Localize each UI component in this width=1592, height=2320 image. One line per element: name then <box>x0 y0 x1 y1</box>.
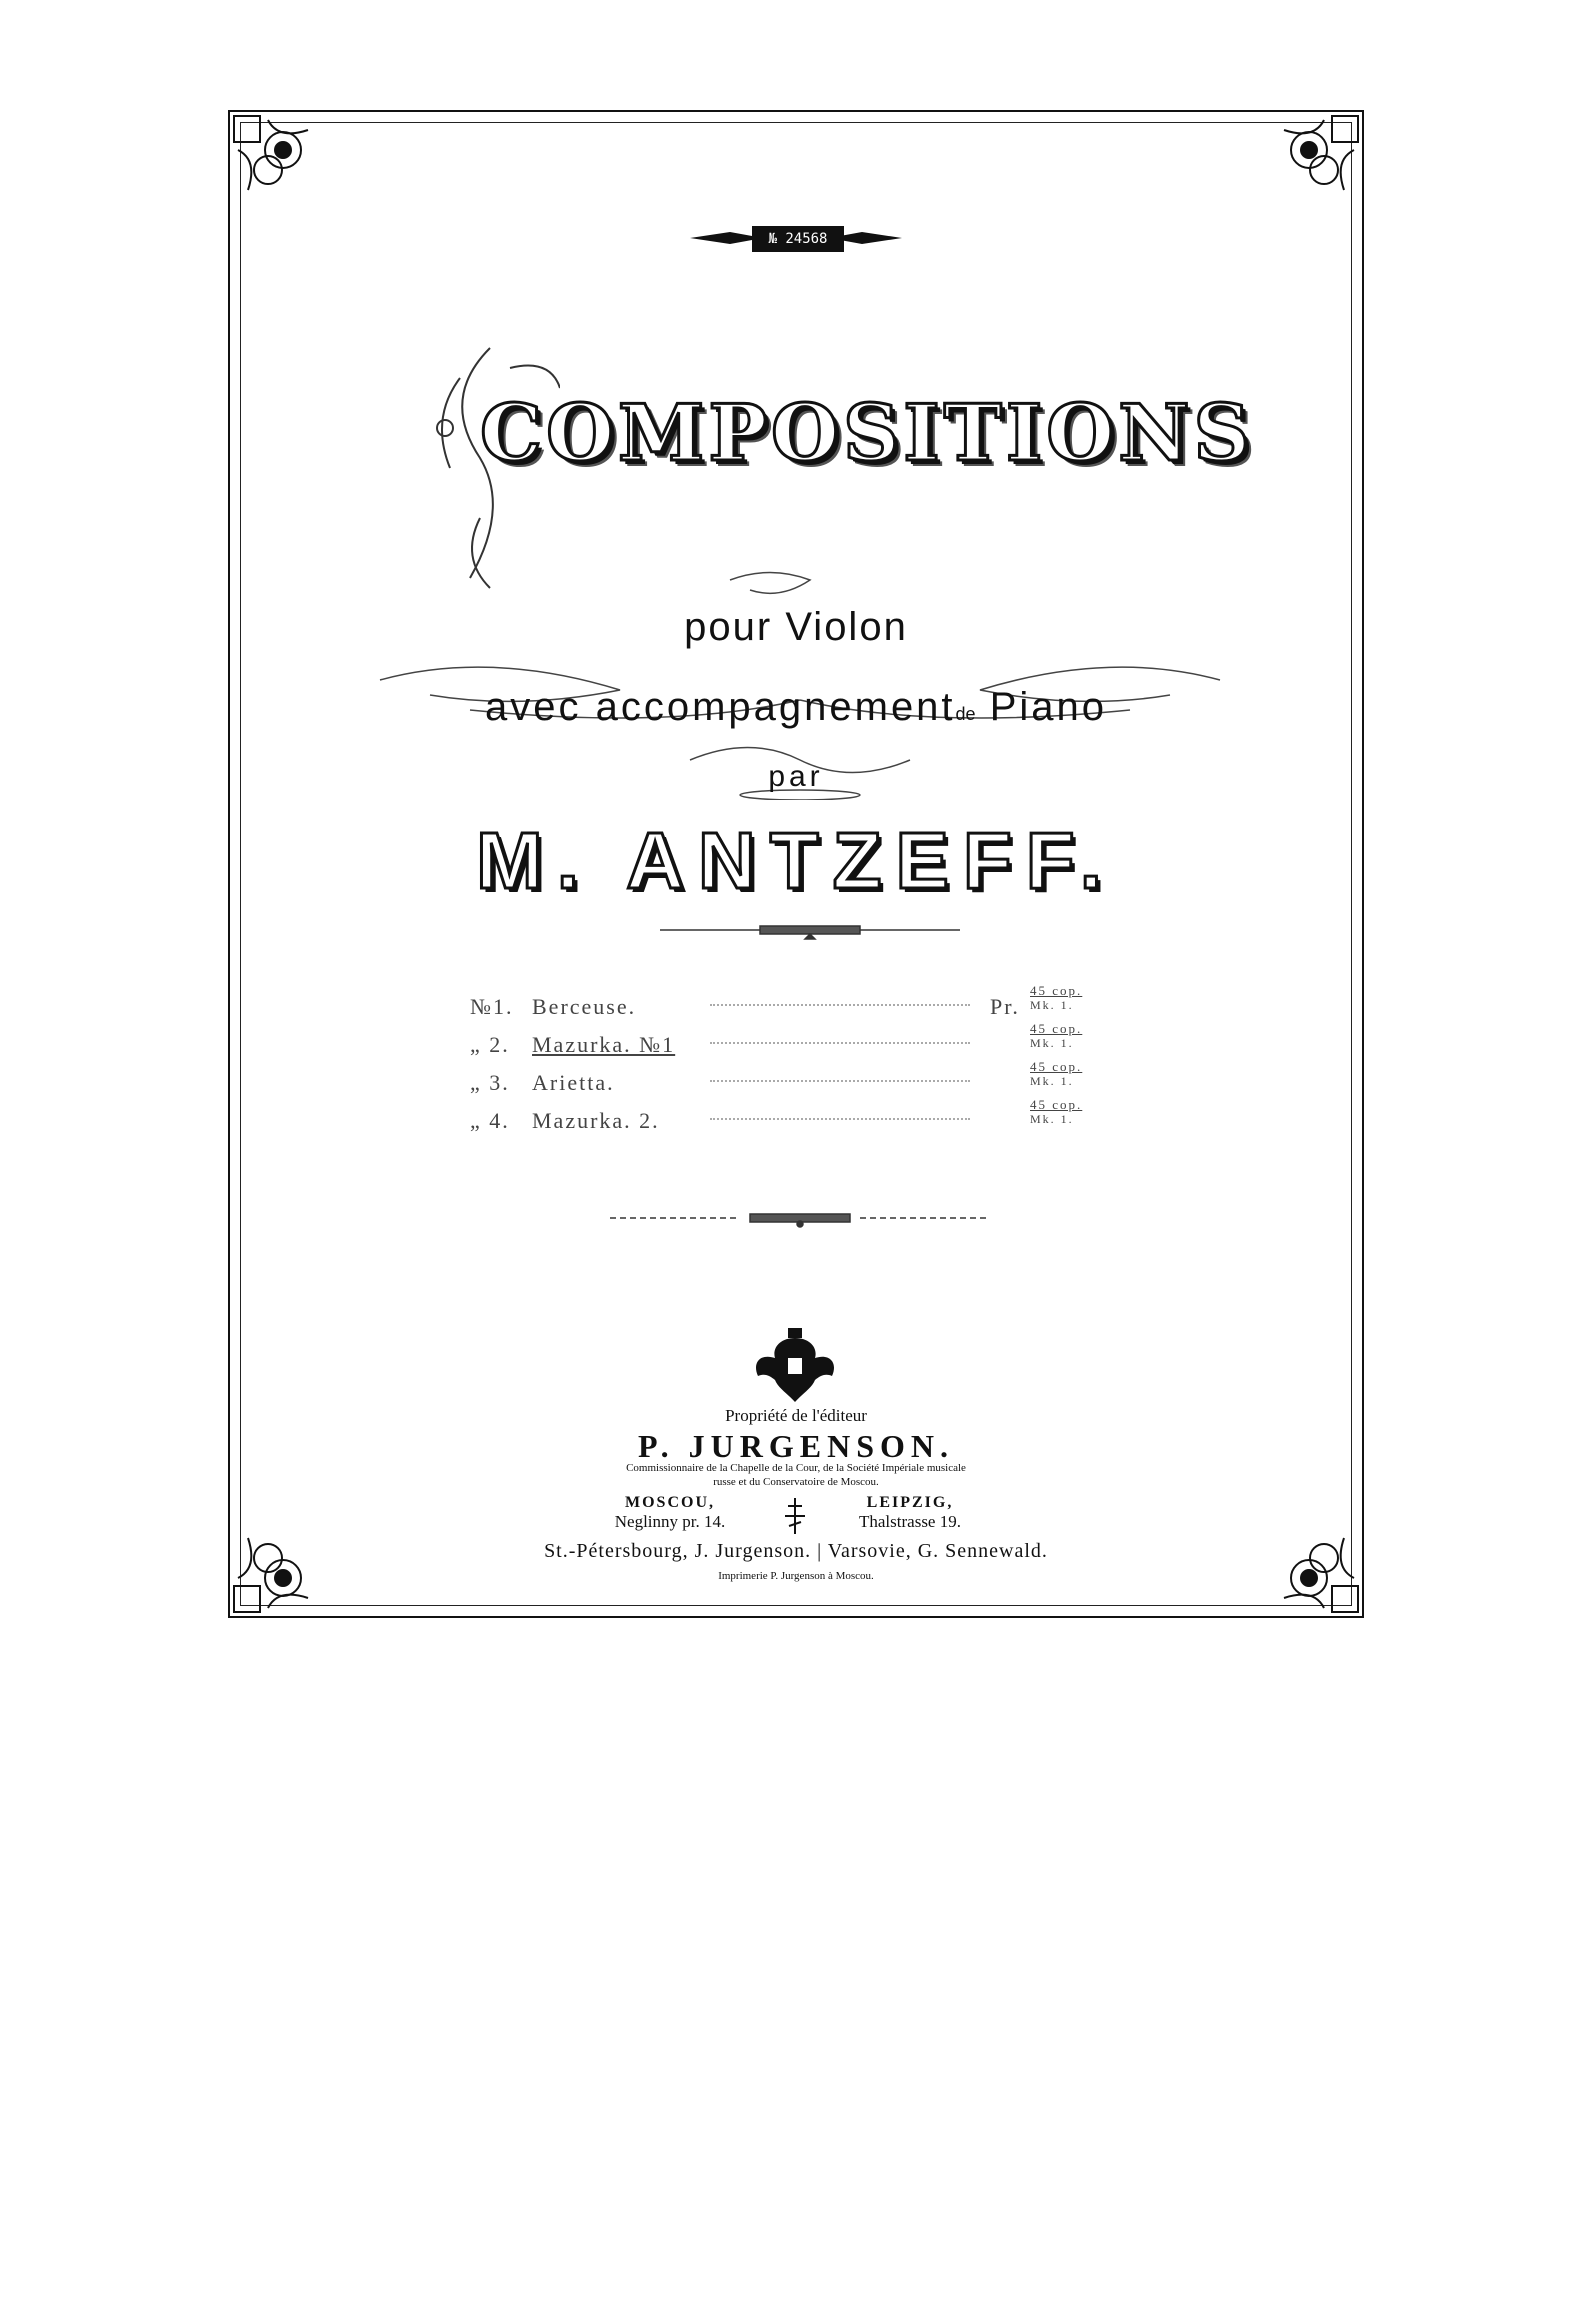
leader-dots <box>710 1118 970 1120</box>
item-number: №1. <box>470 994 514 1019</box>
item-price <box>1030 1022 1120 1050</box>
city-leipzig <box>800 1494 1020 1532</box>
imprint-line: Imprimerie P. Jurgenson à Moscou. <box>718 1570 874 1582</box>
price-label: Pr. <box>990 994 1020 1019</box>
subtitle-accompaniment-text: avec accompagnement <box>484 685 956 729</box>
city-name: MOSCOU, <box>625 1494 715 1511</box>
price-cop: 45 cop. <box>1030 1097 1083 1112</box>
item-number: „ 2. <box>470 1032 510 1057</box>
corner-ornament-top-right <box>1264 110 1364 210</box>
corner-ornament-bottom-left <box>228 1518 328 1618</box>
leader-dots <box>710 1004 970 1006</box>
by-label: par <box>768 760 824 793</box>
leader-dots <box>710 1080 970 1082</box>
price-cop: 45 cop. <box>1030 983 1083 998</box>
publisher-branches: St.-Pétersbourg, J. Jurgenson. | Varsovie, G. Sennewald. <box>544 1540 1048 1562</box>
subtitle-pour-violon: pour Violon <box>684 605 908 649</box>
city-address: Neglinny pr. 14. <box>614 1512 726 1531</box>
publisher-name: P. JURGENSON. <box>638 1428 954 1464</box>
publisher-property-label: Propriété de l'éditeur <box>725 1406 867 1425</box>
city-address: Thalstrasse 19. <box>859 1512 961 1531</box>
divider-ornament-icon <box>660 920 960 940</box>
leader-dots <box>710 1042 970 1044</box>
price-cop: 45 cop. <box>1030 1059 1083 1074</box>
item-title: Arietta. <box>532 1070 615 1095</box>
city-name: LEIPZIG, <box>866 1494 954 1511</box>
item-price <box>1030 1060 1120 1088</box>
price-mk: Mk. 1. <box>1030 1074 1074 1088</box>
list-item <box>470 1097 1150 1140</box>
item-number: „ 3. <box>470 1070 510 1095</box>
item-title: Mazurka. 2. <box>532 1108 660 1133</box>
publisher-description-line-2: russe et du Conservatoire de Moscou. <box>713 1476 879 1488</box>
main-title: COMPOSITIONS <box>480 388 1254 479</box>
item-title: Berceuse. <box>532 994 637 1019</box>
subtitle-accompaniment <box>0 685 1592 730</box>
item-price <box>1030 984 1120 1012</box>
price-mk: Mk. 1. <box>1030 1112 1074 1126</box>
item-price <box>1030 1098 1120 1126</box>
item-title: Mazurka. №1 <box>532 1032 676 1057</box>
imperial-eagle-icon <box>750 1328 840 1402</box>
price-mk: Mk. 1. <box>1030 1036 1074 1050</box>
corner-ornament-top-left <box>228 110 328 210</box>
contents-list <box>470 983 1150 1140</box>
plate-number-ornament <box>0 218 1592 258</box>
subtitle-piano: Piano <box>989 685 1108 729</box>
item-number: „ 4. <box>470 1108 510 1133</box>
price-mk: Mk. 1. <box>1030 998 1074 1012</box>
composer-name: M. ANTZEFF. <box>476 816 1116 905</box>
subtitle-de: de <box>955 704 976 724</box>
publisher-description-line-1: Commissionnaire de la Chapelle de la Cour, de la Société Impériale musicale <box>626 1462 966 1474</box>
divider-ornament-icon <box>610 1208 990 1228</box>
plate-number: № 24568 <box>752 226 844 252</box>
corner-ornament-bottom-right <box>1264 1518 1364 1618</box>
title-block <box>420 338 1254 528</box>
price-cop: 45 cop. <box>1030 1021 1083 1036</box>
city-moscow <box>560 1494 780 1532</box>
